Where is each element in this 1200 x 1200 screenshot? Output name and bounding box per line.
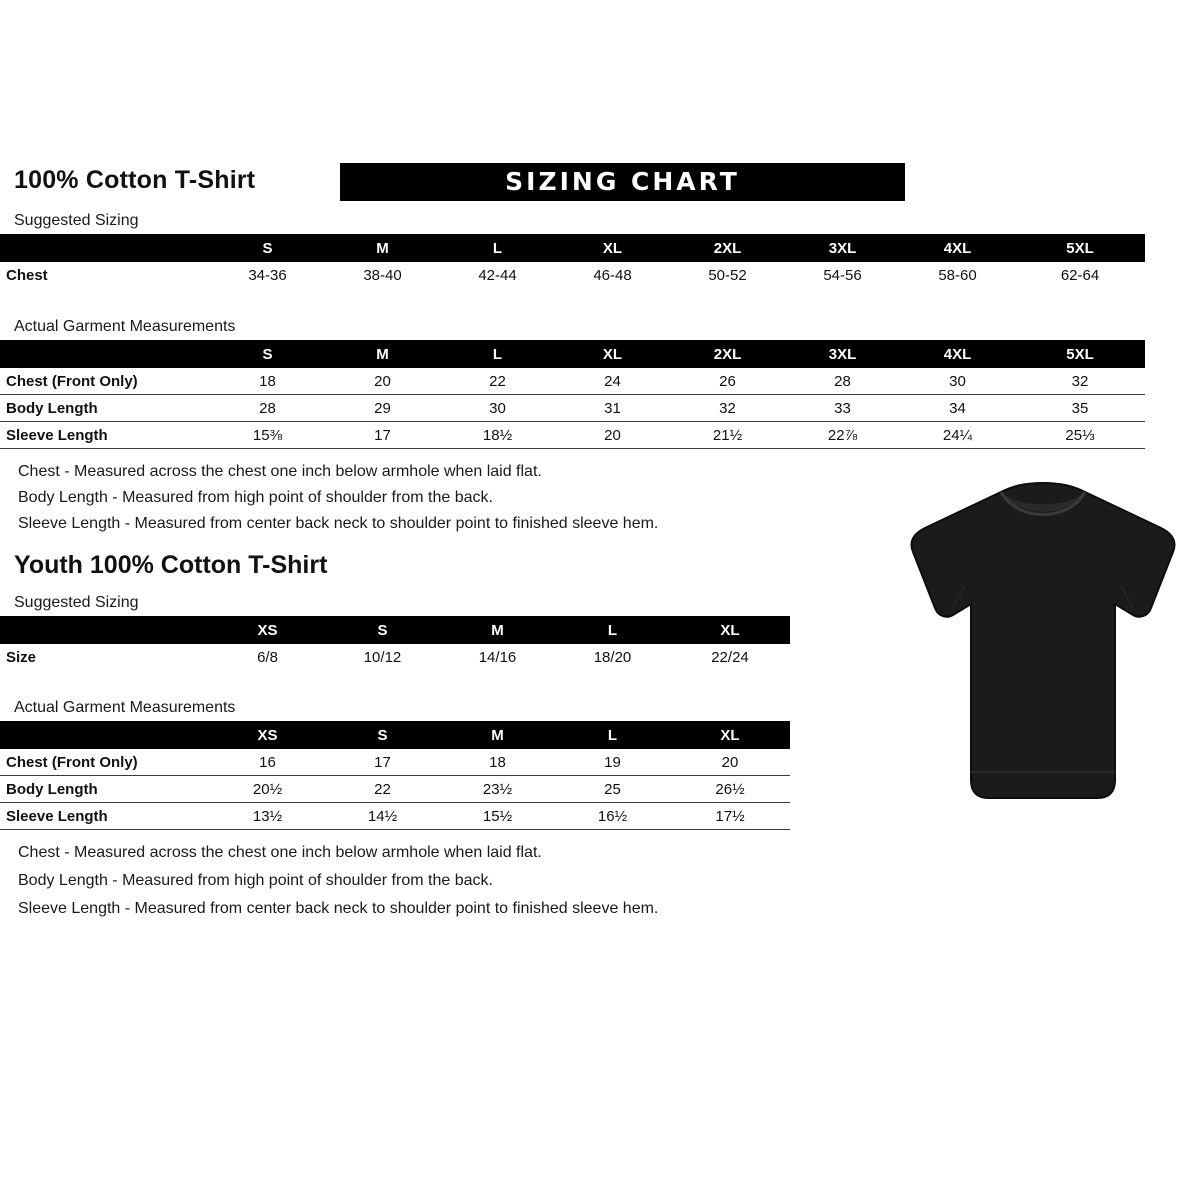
cell: 25 [604, 780, 621, 798]
col-header: XL [670, 721, 790, 749]
cell: 22 [374, 780, 391, 798]
cell: 38-40 [363, 266, 402, 284]
cell: 46-48 [593, 266, 632, 284]
cell: 28 [834, 372, 851, 390]
cell: 32 [719, 399, 736, 417]
col-header: M [325, 340, 440, 368]
cell: 16½ [597, 807, 628, 825]
col-header: L [555, 721, 670, 749]
col-header [0, 234, 210, 262]
cell: 17 [374, 753, 391, 771]
cell: 42-44 [478, 266, 517, 284]
tshirt-illustration [893, 480, 1193, 810]
table-row [0, 803, 790, 830]
cell: 10/12 [363, 648, 402, 666]
col-header: L [440, 340, 555, 368]
row-label: Size [6, 648, 37, 666]
row-label: Chest (Front Only) [6, 372, 138, 390]
cell: 30 [949, 372, 966, 390]
cell: 21½ [712, 426, 743, 444]
table-row [0, 395, 1145, 422]
col-header: L [555, 616, 670, 644]
cell: 17 [374, 426, 391, 444]
cell: 19 [604, 753, 621, 771]
table-row [0, 422, 1145, 449]
col-header: 3XL [785, 340, 900, 368]
cell: 16 [259, 753, 276, 771]
cell: 31 [604, 399, 621, 417]
cell: 30 [489, 399, 506, 417]
adult-actual-measurements-table [0, 340, 1145, 449]
youth-actual-measurements-table [0, 721, 790, 830]
cell: 18/20 [593, 648, 632, 666]
cell: 22⅞ [827, 426, 858, 444]
col-header [0, 616, 210, 644]
adult-suggested-caption: Suggested Sizing [14, 212, 139, 229]
cell: 34 [949, 399, 966, 417]
cell: 6/8 [257, 648, 278, 666]
cell: 24 [604, 372, 621, 390]
col-header: S [325, 616, 440, 644]
cell: 58-60 [938, 266, 977, 284]
youth-note-sleeve-length: Sleeve Length - Measured from center back neck to shoulder point to finished sleeve hem. [18, 900, 659, 917]
col-header: S [325, 721, 440, 749]
col-header: S [210, 340, 325, 368]
cell: 32 [1071, 372, 1089, 390]
cell: 15½ [482, 807, 513, 825]
cell: 18 [489, 753, 506, 771]
cell: 14/16 [478, 648, 517, 666]
table-row [0, 644, 790, 670]
col-header: 3XL [785, 234, 900, 262]
cell: 26½ [715, 780, 745, 798]
table-row [0, 262, 1145, 288]
cell: 24¼ [942, 426, 973, 444]
col-header: XS [210, 616, 325, 644]
row-label: Sleeve Length [6, 426, 108, 444]
cell: 35 [1071, 399, 1089, 417]
table-header-row [0, 234, 1145, 262]
cell: 33 [834, 399, 851, 417]
col-header: 4XL [900, 234, 1015, 262]
col-header: L [440, 234, 555, 262]
col-header: 2XL [670, 234, 785, 262]
col-header: M [325, 234, 440, 262]
cell: 15⅜ [252, 426, 283, 444]
cell: 23½ [482, 780, 513, 798]
col-header [0, 340, 210, 368]
adult-suggested-sizing-table [0, 234, 1145, 288]
youth-note-body-length: Body Length - Measured from high point of shoulder from the back. [18, 872, 493, 889]
youth-suggested-sizing-table [0, 616, 790, 670]
row-label: Chest (Front Only) [6, 753, 138, 771]
table-header-row [0, 340, 1145, 368]
sizing-chart-banner [340, 163, 905, 201]
adult-note-body-length: Body Length - Measured from high point of shoulder from the back. [18, 489, 493, 506]
sizing-chart-banner-label: SIZING CHART [505, 167, 740, 196]
cell: 20 [374, 372, 391, 390]
cell: 22 [489, 372, 506, 390]
table-row [0, 368, 1145, 395]
cell: 54-56 [823, 266, 862, 284]
adult-note-sleeve-length: Sleeve Length - Measured from center back neck to shoulder point to finished sleeve hem. [18, 515, 659, 532]
cell: 20½ [252, 780, 283, 798]
table-header-row [0, 721, 790, 749]
cell: 25⅓ [1065, 426, 1095, 444]
cell: 26 [719, 372, 736, 390]
cell: 18½ [482, 426, 513, 444]
col-header: XL [555, 234, 670, 262]
table-row [0, 776, 790, 803]
cell: 22/24 [711, 648, 749, 666]
adult-note-chest: Chest - Measured across the chest one inch below armhole when laid flat. [18, 463, 542, 480]
cell: 18 [259, 372, 276, 390]
col-header: 5XL [1015, 340, 1145, 368]
col-header: 5XL [1015, 234, 1145, 262]
col-header: M [440, 721, 555, 749]
table-header-row [0, 616, 790, 644]
youth-section-title: Youth 100% Cotton T-Shirt [14, 551, 328, 579]
col-header: XL [670, 616, 790, 644]
col-header: 4XL [900, 340, 1015, 368]
cell: 14½ [367, 807, 398, 825]
youth-actual-caption: Actual Garment Measurements [14, 699, 236, 716]
cell: 28 [259, 399, 276, 417]
cell: 13½ [252, 807, 283, 825]
col-header: 2XL [670, 340, 785, 368]
col-header: S [210, 234, 325, 262]
youth-note-chest: Chest - Measured across the chest one inch below armhole when laid flat. [18, 844, 542, 861]
cell: 29 [374, 399, 391, 417]
cell: 17½ [715, 807, 745, 825]
row-label: Body Length [6, 399, 98, 417]
cell: 20 [721, 753, 739, 771]
row-label: Chest [6, 266, 48, 284]
col-header: M [440, 616, 555, 644]
col-header: XL [555, 340, 670, 368]
cell: 50-52 [708, 266, 747, 284]
adult-actual-caption: Actual Garment Measurements [14, 318, 236, 335]
col-header: XS [210, 721, 325, 749]
cell: 20 [604, 426, 621, 444]
youth-suggested-caption: Suggested Sizing [14, 594, 139, 611]
row-label: Sleeve Length [6, 807, 108, 825]
table-row [0, 749, 790, 776]
row-label: Body Length [6, 780, 98, 798]
adult-section-title: 100% Cotton T-Shirt [14, 166, 256, 194]
cell: 62-64 [1060, 266, 1100, 284]
col-header [0, 721, 210, 749]
cell: 34-36 [248, 266, 287, 284]
